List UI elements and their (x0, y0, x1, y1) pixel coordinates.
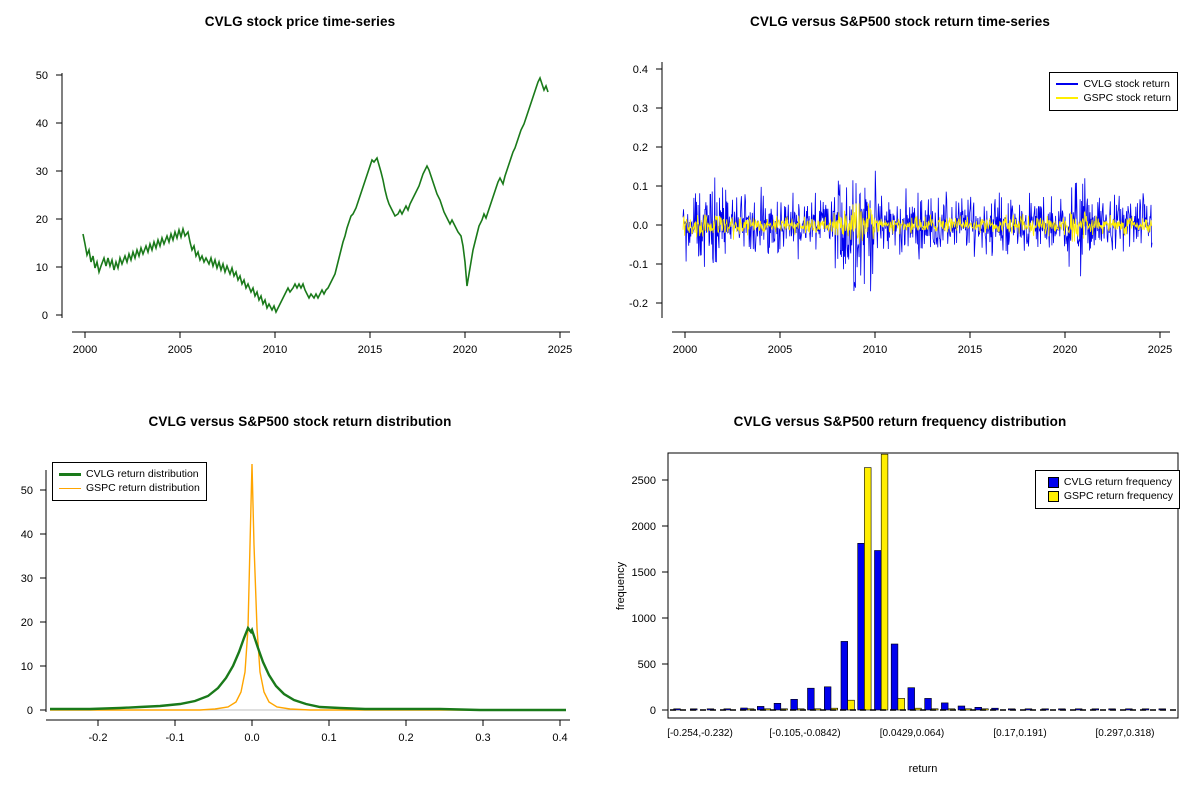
legend-item-gspc-return (1056, 91, 1171, 105)
svg-text:2020: 2020 (1052, 344, 1078, 356)
return-frequency-plot (600, 400, 1200, 800)
panel-return-timeseries (600, 0, 1200, 400)
histogram-bar (848, 700, 855, 710)
svg-text:0: 0 (41, 310, 48, 322)
legend-label-gspc-distribution: GSPC return distribution (86, 482, 200, 494)
svg-text:2015: 2015 (957, 344, 983, 356)
hist-xtick-2: [0.0429,0.064) (879, 728, 945, 739)
panel-return-frequency (600, 400, 1200, 800)
svg-text:20: 20 (20, 617, 33, 629)
svg-text:1500: 1500 (631, 567, 656, 579)
price-timeseries-plot (0, 0, 600, 400)
hist-xlabel: return (908, 763, 938, 775)
svg-text:30: 30 (20, 573, 33, 585)
legend-line-green (59, 473, 81, 476)
histogram-bar (898, 698, 905, 710)
svg-text:2005: 2005 (167, 344, 193, 356)
legend-item-cvlg-distribution (59, 467, 200, 481)
histogram-bar (891, 644, 898, 710)
svg-text:2000: 2000 (672, 344, 698, 356)
svg-text:0.2: 0.2 (632, 142, 648, 154)
histogram-bar (824, 687, 831, 710)
legend-swatch-blue (1048, 477, 1059, 488)
svg-text:2015: 2015 (357, 344, 383, 356)
histogram-bar (941, 703, 948, 710)
hist-xtick-0: [-0.254,-0.232) (667, 728, 733, 739)
legend-swatch-yellow (1048, 491, 1059, 502)
panel-title-histogram: CVLG versus S&P500 return frequency distribution (733, 414, 1067, 429)
svg-text:0.3: 0.3 (632, 103, 648, 115)
histogram-bar (925, 698, 932, 710)
svg-text:0: 0 (26, 705, 33, 717)
legend-line-orange (59, 488, 81, 489)
svg-text:-0.1: -0.1 (165, 732, 185, 744)
histogram-bar (791, 699, 798, 710)
svg-text:0.0: 0.0 (632, 220, 648, 232)
svg-text:-0.2: -0.2 (629, 298, 648, 310)
legend-item-cvlg-frequency (1042, 475, 1173, 489)
svg-text:0.4: 0.4 (632, 64, 648, 76)
panel-return-distribution (0, 400, 600, 800)
svg-text:40: 40 (35, 118, 48, 130)
svg-text:2010: 2010 (862, 344, 888, 356)
svg-text:-0.1: -0.1 (629, 259, 648, 271)
hist-xtick-1: [-0.105,-0.0842) (769, 728, 841, 739)
svg-text:2010: 2010 (262, 344, 288, 356)
svg-text:10: 10 (20, 661, 33, 673)
histogram-bar (864, 468, 871, 710)
legend-return-timeseries (1049, 72, 1178, 111)
panel-title-density: CVLG versus S&P500 stock return distribution (148, 414, 452, 429)
legend-return-frequency (1035, 470, 1180, 509)
svg-text:0: 0 (649, 705, 656, 717)
return-noise-series (683, 171, 1152, 291)
return-density-plot (0, 400, 600, 800)
histogram-bar (875, 551, 882, 711)
svg-text:0.2: 0.2 (398, 732, 414, 744)
svg-text:50: 50 (20, 485, 33, 497)
svg-text:0.1: 0.1 (321, 732, 337, 744)
panel-title-price: CVLG stock price time-series (204, 14, 396, 29)
return-timeseries-plot (600, 0, 1200, 400)
svg-text:2005: 2005 (767, 344, 793, 356)
svg-text:0.1: 0.1 (632, 181, 648, 193)
legend-line-blue (1056, 83, 1078, 85)
svg-text:10: 10 (35, 262, 48, 274)
legend-label-cvlg-frequency: CVLG return frequency (1063, 476, 1172, 488)
hist-ylabel: frequency (615, 561, 627, 611)
svg-text:-0.2: -0.2 (88, 732, 108, 744)
svg-text:2025: 2025 (547, 344, 573, 356)
histogram-bar (774, 703, 781, 710)
svg-text:2500: 2500 (631, 475, 656, 487)
histogram-bar (881, 454, 888, 710)
hist-xtick-4: [0.297,0.318) (1095, 728, 1155, 739)
svg-text:0.0: 0.0 (244, 732, 260, 744)
legend-return-distribution (52, 462, 207, 501)
legend-item-gspc-distribution (59, 481, 200, 495)
panel-title-return-ts: CVLG versus S&P500 stock return time-series (750, 14, 1050, 29)
svg-text:1000: 1000 (631, 613, 656, 625)
svg-text:0.4: 0.4 (552, 732, 568, 744)
histogram-bar (908, 688, 915, 710)
svg-text:2000: 2000 (72, 344, 98, 356)
svg-text:0.3: 0.3 (475, 732, 491, 744)
svg-text:40: 40 (20, 529, 33, 541)
legend-item-cvlg-return (1056, 77, 1171, 91)
svg-text:50: 50 (35, 70, 48, 82)
svg-text:30: 30 (35, 166, 48, 178)
svg-text:2025: 2025 (1147, 344, 1173, 356)
svg-text:2020: 2020 (452, 344, 478, 356)
histogram-bar (808, 688, 815, 710)
svg-text:20: 20 (35, 214, 48, 226)
panel-price-timeseries (0, 0, 600, 400)
legend-label-cvlg-distribution: CVLG return distribution (86, 468, 199, 480)
legend-label-cvlg-return: CVLG stock return (1083, 78, 1170, 90)
legend-label-gspc-frequency: GSPC return frequency (1063, 490, 1173, 502)
legend-line-yellow (1056, 97, 1078, 99)
legend-label-gspc-return: GSPC stock return (1083, 92, 1171, 104)
histogram-bar (858, 543, 865, 710)
svg-text:2000: 2000 (631, 521, 656, 533)
histogram-bar (841, 641, 848, 710)
legend-item-gspc-frequency (1042, 489, 1173, 503)
hist-xtick-3: [0.17,0.191) (993, 728, 1047, 739)
svg-text:500: 500 (637, 659, 656, 671)
